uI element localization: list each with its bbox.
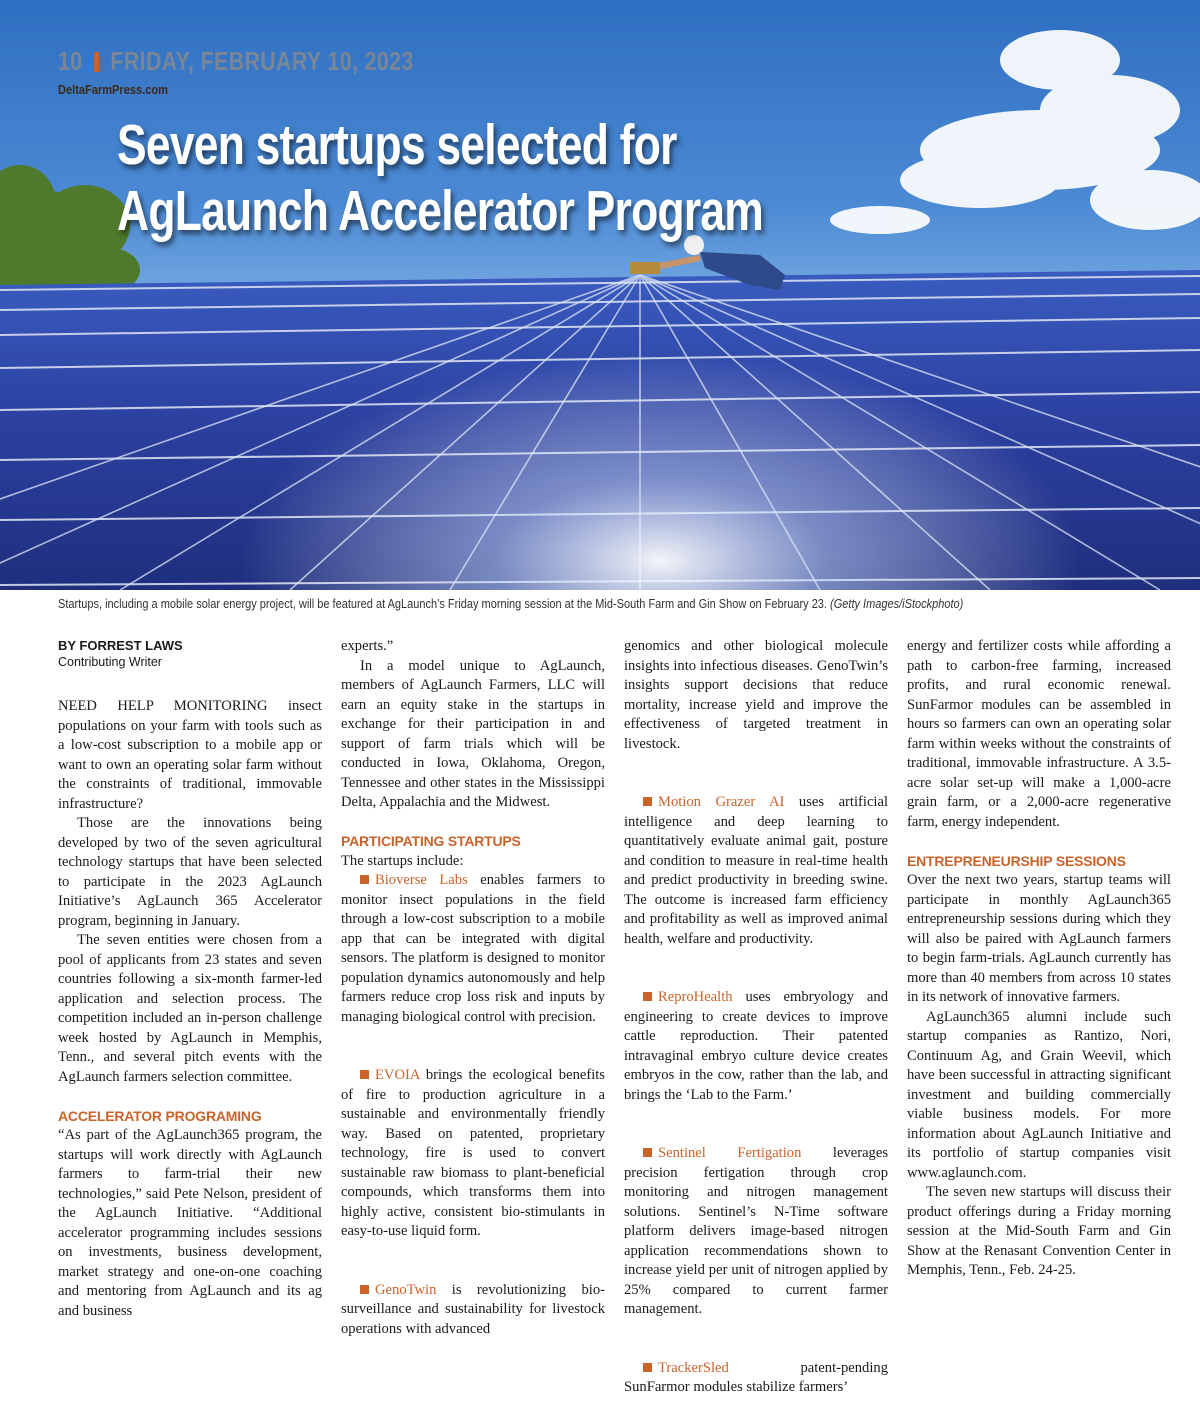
issue-date: FRIDAY, FEBRUARY 10, 2023 [110, 46, 414, 76]
paragraph: energy and fertilizer costs while affording a path to carbon-free farming, increased profits, and rural economic renewal. SunFarmor modules can be assembled in hours so farmers can own an operating solar farm within weeks without the constraints of traditional, immovable infrastructure. A 3.5-acre solar set-up will make a 1,000-acre grain farm, or a 2,000-acre regenerative farm, energy independent. [907, 638, 1171, 830]
paragraph: The seven new startups will discuss their product offerings during a Friday morning session at the Mid-South Farm and Gin Show at the Renasant Convention Center in Memphis, Tenn., Feb. 24-25. [907, 1184, 1171, 1278]
paragraph: experts.” [341, 638, 394, 654]
bullet-icon [643, 1148, 652, 1157]
bullet-icon [643, 992, 652, 1001]
subhead-entrepreneurship: ENTREPRENEURSHIP SESSIONS [907, 852, 1126, 869]
startup-description: brings the ecological benefits of fire to production agriculture in a sustainable and environmentally friendly way. Based on patented, proprietary technology, fire is used to convert sustainable raw biomass to plant-beneficial compounds, which transforms them into highly active, consistent bio-stimulants in easy-to-use liquid form. [341, 1067, 605, 1239]
startup-name: Bioverse Labs [375, 872, 468, 888]
page-meta [58, 46, 414, 77]
site-name: DeltaFarmPress.com [58, 82, 168, 97]
subhead-participating: PARTICIPATING STARTUPS [341, 833, 521, 849]
column-2 [341, 637, 605, 1339]
startup-description: uses artificial intelligence and deep learning to quantitatively evaluate animal gait, posture and condition to measure in real-time health and predict productivity in breeding swine. The outcome is increased farm efficiency and profitability as well as improved animal health, welfare and productivity. [624, 794, 889, 947]
startup-name: EVOIA [375, 1067, 420, 1083]
startup-trackersled [624, 1359, 888, 1398]
startup-name: Motion Grazer AI [658, 794, 785, 810]
byline-author: BY FORREST LAWS [58, 638, 183, 653]
bullet-icon [360, 1070, 369, 1079]
photo-caption [58, 597, 1026, 611]
startup-evoia [341, 1066, 605, 1242]
startup-name: ReproHealth [658, 989, 733, 1005]
bullet-icon [360, 1285, 369, 1294]
startup-reprohealth [624, 988, 888, 1105]
column-3 [624, 637, 888, 1398]
byline-role: Contributing Writer [58, 655, 162, 669]
page-number: 10 [58, 46, 83, 76]
solar-panel-illustration [0, 0, 1200, 590]
startup-description: patent-pending SunFarmor modules stabilize farmers’ [624, 1359, 888, 1395]
headline [117, 112, 819, 244]
startup-bioverse [341, 871, 605, 1027]
startup-description: is revolutionizing bio-surveillance and sustainability for livestock operations with advanced [341, 1281, 605, 1337]
paragraph: AgLaunch365 alumni include such startup companies as Rantizo, Nori, Continuum Ag, and Grain Weevil, which have been successful in attracting significant investment and building commercially viable business models. For more information about AgLaunch Initiative and its portfolio of startup companies visit www.aglaunch.com. [907, 1008, 1171, 1181]
photo-credit: (Getty Images/iStockphoto) [830, 597, 964, 611]
hero-photo [0, 0, 1200, 590]
paragraph: Over the next two years, startup teams will participate in monthly AgLaunch365 entrepreneurship sessions during which they will also be paired with AgLaunch farmers to begin farm-trials. AgLaunch currently has more than 40 members from across 10 states in its network of innovative farmers. [907, 872, 1171, 1005]
startup-genotwin [341, 1281, 605, 1340]
bullet-icon [360, 875, 369, 884]
startup-motion-grazer [624, 793, 888, 949]
startup-name: TrackerSled [658, 1359, 729, 1376]
headline-line-2: AgLaunch Accelerator Program [117, 179, 764, 243]
paragraph: The seven entities were chosen from a pool of applicants from 23 states and seven countries following a six-month farmer-led application and selection process. The competition included an in-person challenge week hosted by AgLaunch in Memphis, Tenn., and several pitch events with the AgLaunch farmers selection committee. [58, 932, 322, 1085]
column-1 [58, 637, 322, 1321]
startup-name: GenoTwin [375, 1281, 437, 1298]
bullet-icon [643, 1363, 652, 1372]
startup-description: uses embryology and engineering to create devices to improve cattle reproduction. Their patented intravaginal embryo culture device creates embryos in the cow, rather than the lab, and brings the ‘Lab to the Farm.’ [624, 989, 888, 1103]
startup-sentinel [624, 1144, 888, 1320]
headline-line-1: Seven startups selected for [117, 113, 677, 177]
paragraph: “As part of the AgLaunch365 program, the startups will work directly with AgLaunch farmers to farm-trial their new technologies,” said Pete Nelson, president of the AgLaunch Initiative. “Additional accelerator programming includes sessions on investments, business development, market strategy and one-on-one coaching and mentoring from AgLaunch and its ag and business [58, 1127, 322, 1319]
paragraph: genomics and other biological molecule insights into infectious diseases. GenoTwin’s insights support decisions that reduce mortality, increase yield and improve the effectiveness of targeted treatment in livestock. [624, 638, 888, 752]
paragraph: Those are the innovations being developed by two of the seven agricultural technology startups that have been selected to participate in the 2023 AgLaunch Initiative’s AgLaunch 365 Accelerator program, beginning in January. [58, 815, 322, 929]
startup-description: enables farmers to monitor insect populations in the field through a low-cost subscription to a mobile app that can be integrated with digital sensors. The platform is designed to monitor population dynamics autonomously and help farmers reduce crop loss risk and inputs by managing biological control with precision. [341, 872, 605, 1025]
bullet-icon [643, 797, 652, 806]
paragraph: The startups include: [341, 852, 464, 869]
divider [94, 52, 99, 72]
startup-description: leverages precision fertigation through crop monitoring and nitrogen management solutions. Sentinel’s N-Time software platform delivers image-based nitrogen application recommendations shown to increase yield per unit of nitrogen applied by 25% compared to current farmer management. [624, 1145, 888, 1317]
paragraph: NEED HELP MONITORING insect populations on your farm with tools such as a low-cost subscription to a mobile app or want to own an operating solar farm without the constraints of traditional, immovable infrastructure? [58, 698, 322, 812]
caption-text: Startups, including a mobile solar energy project, will be featured at AgLaunch’s Friday morning session at the Mid-South Farm and Gin Show on February 23. [58, 597, 827, 611]
paragraph: In a model unique to AgLaunch, members of AgLaunch Farmers, LLC will earn an equity stake in the startups in exchange for their participation in and support of farm trials which will be conducted in Iowa, Oklahoma, Oregon, Tennessee and other states in the Mississippi Delta, Appalachia and the Midwest. [341, 657, 605, 810]
column-4 [907, 637, 1171, 1281]
subhead-accelerator: ACCELERATOR PROGRAMING [58, 1107, 262, 1124]
startup-name: Sentinel Fertigation [658, 1145, 802, 1161]
